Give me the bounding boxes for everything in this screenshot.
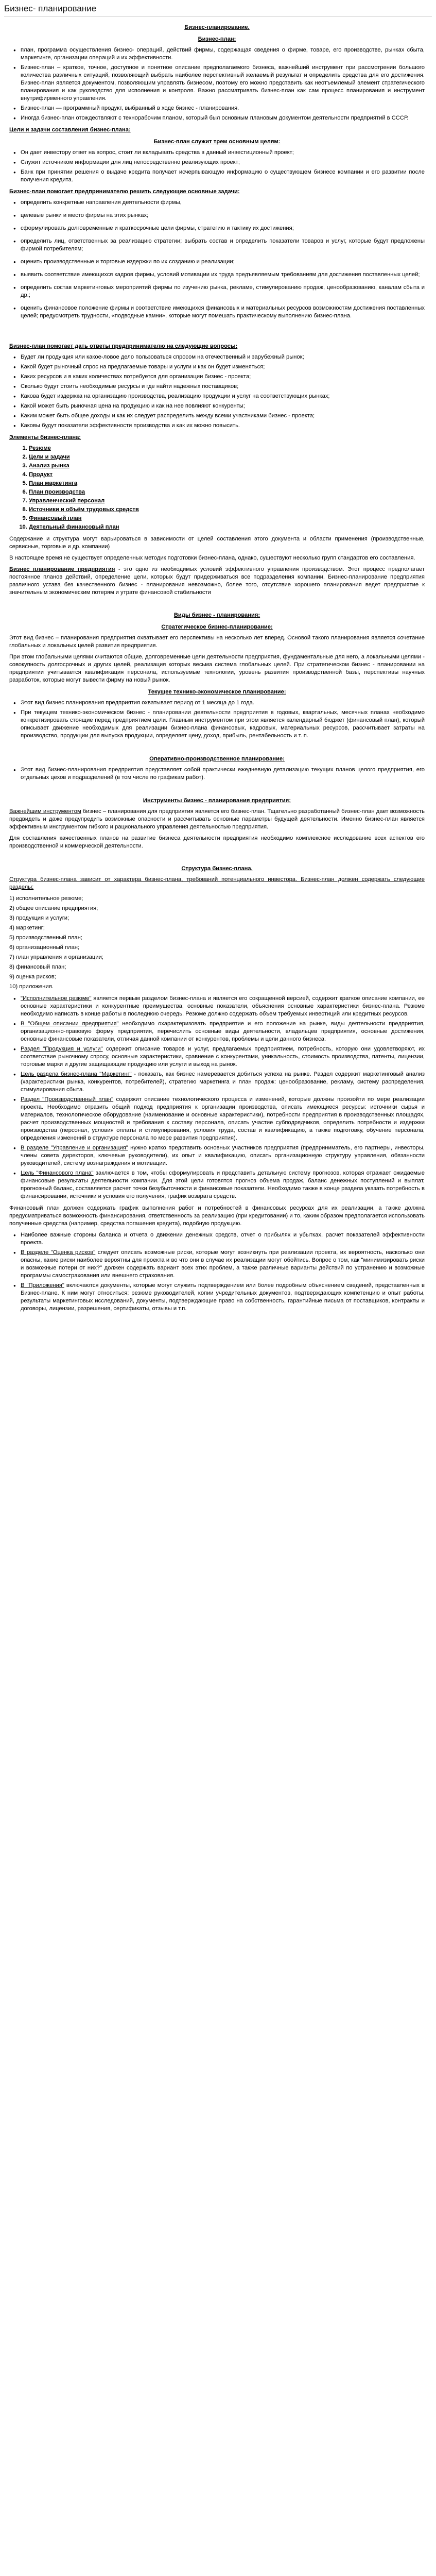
heading-business-plan: Бизнес-план: — [198, 36, 236, 42]
list-item — [21, 1231, 425, 1247]
operative-list — [9, 766, 425, 782]
section-term: Цель раздела бизнес-плана "Маркетинг" — [21, 1071, 132, 1077]
list-item — [21, 1144, 425, 1167]
list-item: ● Этот вид бизнес-планирования предприятия представляет собой практически ежедневную детализацию текущих планов целого предприятия, его отдельных цехов и подразделений (в том числе по графикам работ). — [21, 766, 425, 782]
heading-answers: Бизнес-план помогает дать ответы предпринимателю на следующие вопросы: — [9, 343, 238, 349]
list-item — [21, 1096, 425, 1142]
heading-goals-sub: Бизнес-план служит трем основным целям: — [153, 139, 281, 145]
element-link-production[interactable]: 6. План производства — [29, 488, 425, 496]
list-item: ● оценить производственные и торговые издержки по их созданию и реализации; — [21, 258, 425, 266]
paragraph-bp — [9, 566, 425, 597]
list-item: ● выявить соответствие имеющихся кадров фирмы, условий мотивации их труда предъявляемым требованиям для достижения поставленных целей; — [21, 271, 425, 279]
elements-list — [9, 445, 425, 531]
list-item: 9) оценка рисков; — [9, 974, 56, 980]
list-item: 7) план управления и организации; — [9, 954, 103, 960]
list-item: ● оценить финансовое положение фирмы и соответствие имеющихся финансовых и материальных ресурсов возможностям достижения поставленных целей; предусмотреть трудности, «подводные камни», которые могут помешать практическому выполнению бизнес-плана. — [21, 304, 425, 320]
list-item: ● Какова будет издержка на организацию производства, реализацию продукции и услуг на соответствующих рынках; — [21, 393, 425, 400]
section-text: нужно кратко представить основных участников предприятия (предприниматель, его партнеры, инвесторы, члены совета директоров, ключевые руководители), их опыт и квалификацию, описать организационную структуру управления, обязанности руководителей, систему вознаграждения и мотивации. — [21, 1145, 425, 1166]
list-item: ● Каких ресурсов и в каких количествах потребуется для организации бизнес - проекта; — [21, 373, 425, 381]
list-item: ● Каким может быть общее доходы и как их следует распределить между всеми участниками бизнес - проекта; — [21, 412, 425, 420]
element-link-detailed-financial[interactable]: 10. Деятельный финансовый план — [29, 523, 425, 531]
spacer — [9, 744, 425, 751]
list-item: ● Каковы будут показатели эффективности производства и как их можно повысить. — [21, 422, 425, 430]
element-link-sources[interactable]: 8. Источники и объём трудовых средств — [29, 506, 425, 514]
list-item: ● план, программа осуществления бизнес- операций, действий фирмы, содержащая сведения о фирме, товаре, его производстве, рынках сбыта, маркетинге, организации операций и их эффективности. — [21, 46, 425, 62]
section-text: необходимо охарактеризовать предприятие и его положение на рынке, виды деятельности предприятия, организационно-правовую форму предприятия, перечислить основные виды деятельности, владельцев предприятия, основные достижения, основные финансовые показатели, отличая данной компании от конкурентов, проблемы и цели данного бизнеса. — [21, 1021, 425, 1042]
heading-helps: Бизнес-план помогает предпринимателю решить следующие основные задачи: — [9, 189, 240, 195]
goals-list — [9, 149, 425, 184]
section-term: Раздел "Продукция и услуги" — [21, 1046, 103, 1052]
list-item — [21, 1249, 425, 1280]
list-item: ● Этот вид бизнес планирования предприятия охватывает период от 1 месяца до 1 года. — [21, 699, 425, 707]
spacer — [9, 786, 425, 793]
heading-tools: Инструменты бизнес - планирования предприятия: — [143, 798, 291, 804]
heading-types: Виды бизнес - планирования: — [173, 612, 260, 618]
list-item — [21, 995, 425, 1018]
paragraph-structure — [9, 876, 425, 891]
list-item: 4) маркетинг; — [9, 925, 45, 931]
heading-goals: Цели и задачи составления бизнес-плана: — [9, 127, 131, 133]
paragraph-structure-text: Структура бизнес-плана зависит от характера бизнес-плана, требований потенциального инвестора. Бизнес-план должен содержать следующие разделы: — [9, 876, 425, 890]
technical-list — [9, 699, 425, 740]
paragraph-strategic-2: При этом глобальными целями считаются общие, долговременные цели деятельности предприятия, фундаментальные для него, а локальными целями - совокупность долгосрочных и других целей, реализация которых весьма система глобальных целей. При стратегическом бизнес - планировании на предприятии учитывается квалификация персонала, используемые технологии, уровень развития производственной базы, перспективы научных разработок, которые могут вывести фирму на новый рынок. — [9, 654, 425, 683]
list-item: ● Банк при принятии решения о выдаче кредита получает исчерпывающую информацию о существующем бизнесе компании и его развитии после получения кредита. — [21, 168, 425, 184]
list-item: ● Бизнес-план – краткое, точное, доступное и понятное описание предполагаемого бизнеса, важнейший инструмент при рассмотрении большого количества различных ситуаций, позволяющий выбрать наиболее перспективный желаемый результат и определить средства для его достижения. Бизнес-план является документом, позволяющим управлять бизнесом, поэтому его можно представить как неотъемлемый элемент стратегического планирования и как руководство для исполнения и контроля. Важно рассматривать бизнес-план как сам процесс планирования и инструмент внутрифирменного управления. — [21, 64, 425, 103]
list-item: 1) исполнительное резюме; — [9, 895, 83, 902]
list-item: ● Служит источником информации для лиц непосредственно реализующих проект; — [21, 159, 425, 166]
section-term: Цель "Финансового плана" — [21, 1170, 94, 1176]
paragraph-tools-2: Для составления качественных планов на развитие бизнеса деятельности предприятия необходимо комплексное исследование всех аспектов его производственной и коммерческой деятельности. — [9, 835, 425, 849]
sections-list-2 — [9, 1231, 425, 1313]
answers-list — [9, 353, 425, 430]
structure-list — [9, 895, 425, 991]
list-item: 10) приложения. — [9, 984, 54, 990]
section-term: В разделе "Управление и организация" — [21, 1145, 128, 1151]
heading-elements: Элементы бизнес-плана: — [9, 434, 81, 440]
section-text: является первым разделом бизнес-плана и является его сокращенной версией, содержит краткое описание компании, ее основные характеристики и конкурентные преимущества, основные показатели, объяснения основные характеристики бизнес-плана. Резюме необходимо написать в конце работы в последнюю очередь. Резюме должно содержать объем требуемых инвестиций или кредитных ресурсов. — [21, 995, 425, 1017]
paragraph-content: Содержание и структура могут варьироваться в зависимости от целей составления этого документа и области применения (производственные, сервисные, торговые и др. компании) — [9, 536, 425, 550]
section-text: заключается в том, чтобы сформулировать и представить детальную систему прогнозов, которая отражает ожидаемые финансовые результаты деятельности компании. Для этой цели готовятся прогноз объема продаж, баланс денежных поступлений и выплат, прогнозный баланс, составляется расчет точки безубыточности и финансовые показатели. Необходимо также в конце раздела указать потребность в финансировании, источники и условия его получения, график возврата средств. — [21, 1170, 425, 1199]
section-term: "Исполнительное резюме" — [21, 995, 92, 1002]
section-text: следует описать возможные риски, которые могут возникнуть при реализации проекта, их вероятность, насколько они опасны, какие риски наиболее вероятны для проекта и во что они в случае их реализации могут обойтись. Вопрос о том, как "минимизировать риски и возможные потери от них?" должен содержать вариант всех этих проблем, а также различные варианты действий по устранению и возможные программы самострахования или внешнего страхования. — [21, 1249, 425, 1279]
list-item: ● Какой может быть рыночная цена на продукцию и как на нее повлияют конкуренты; — [21, 402, 425, 410]
article-body — [4, 16, 432, 2576]
element-link-market[interactable]: 3. Анализ рынка — [29, 462, 425, 470]
section-text: содержит описание товаров и услуг, предлагаемых предприятием, потребность, которую они удовлетворяют, их соответствие рыночному спросу, основные характеристики, сравнение с конкурентами, уникальность, стоимость производства, патенты, лицензии, торговые марки и другие защищающие продукцию или услуги и выход на рынок. — [21, 1046, 425, 1067]
helps-list — [9, 199, 425, 320]
spacer — [9, 325, 425, 338]
element-link-marketing[interactable]: 5. План маркетинга — [29, 480, 425, 487]
paragraph-tools — [9, 808, 425, 831]
spacer — [9, 600, 425, 607]
section-text: - показать, как бизнес намеревается добиться успеха на рынке. Раздел содержит маркетинговый анализ (характеристики рынка, конкурентов, потребителей), стратегию маркетинга и план продаж: ценообразование, рекламу, систему распределения, стимулирования сбыта. — [21, 1071, 425, 1093]
section-term: В "Приложения" — [21, 1282, 64, 1289]
element-link-product[interactable]: 4. Продукт — [29, 471, 425, 479]
list-item: ● Будет ли продукция или какое-ловое дело пользоваться спросом на отечественный и зарубежный рынок; — [21, 353, 425, 361]
list-item: 3) продукция и услуги; — [9, 915, 69, 921]
list-item — [21, 1071, 425, 1094]
element-link-financial[interactable]: 9. Финансовый план — [29, 515, 425, 522]
list-item: ● определить лиц, ответственных за реализацию стратегии; выбрать состав и определить показатели товаров и услуг, которые будут предложены фирмой потребителям; — [21, 238, 425, 253]
list-item — [21, 1282, 425, 1313]
section-term: Раздел "Производственный план" — [21, 1096, 114, 1103]
list-item: 2) общее описание предприятия; — [9, 905, 98, 911]
heading-business-planning: Бизнес-планирование. — [184, 24, 250, 30]
list-item: 5) производственный план; — [9, 935, 82, 941]
list-item — [21, 1020, 425, 1043]
list-item: ● Какой будет рыночный спрос на предлагаемые товары и услуги и как он будет изменяться; — [21, 363, 425, 371]
intro-list — [9, 46, 425, 122]
paragraph-bp-text: - это одно из необходимых условий эффективного управления производством. Этот процесс предполагает постоянное планов действий, определение цели, которых будут придерживаться все подразделения компании. Бизнес-планирование предприятия различного устава без качественного бизнес - планирования невозможно, более того, отсутствие хорошего планирования ведет предприятие к значительным экономическим потерям и утрате финансовой стабильности — [9, 566, 425, 596]
element-link-summary[interactable]: 1. Резюме — [29, 445, 425, 452]
section-text: Наиболее важные стороны баланса и отчета о движении денежных средств, отчет о прибылях и убытках, расчет показателей эффективности проекта. — [21, 1232, 425, 1246]
section-text: содержит описание технологического процесса и изменений, которые должны произойти по мере реализации проекта. Необходимо отразить общий подход предприятия к организации производства, описать имеющиеся ресурсы: источники сырья и материалов, технологическое оборудование (наименование и основные характеристики), потребности предприятия в производственных площадях, расчет производственных мощностей и требования к составу персонала, описать участие субподрядчиков, определить потребности и издержки производства (персонал, условия оплаты и стимулирования, условия труда, состав и квалификацию, а также подготовку, обучение персонала, определения изменений в структуре персонала по мере развития предприятия). — [21, 1096, 425, 1141]
element-link-management[interactable]: 7. Управленческий персонал — [29, 497, 425, 505]
list-item: 8) финансовый план; — [9, 964, 66, 970]
element-link-goals[interactable]: 2. Цели и задачи — [29, 453, 425, 461]
list-item: ● Он дает инвестору ответ на вопрос, стоит ли вкладывать средства в данный инвестиционный проект; — [21, 149, 425, 157]
sections-list — [9, 995, 425, 1200]
heading-structure: Структура бизнес-плана. — [181, 866, 253, 872]
list-item: ● определить конкретные направления деятельности фирмы, — [21, 199, 425, 207]
list-item: ● Сколько будут стоить необходимые ресурсы и где найти надежных поставщиков; — [21, 383, 425, 391]
paragraph-methods: В настоящее время не существует определенных методик подготовки бизнес-плана, однако, существуют несколько групп стандартов его составления. — [9, 555, 415, 561]
term-tools: Важнейшим инструментом — [9, 808, 81, 815]
heading-operative: Оперативно-производственное планирование: — [149, 756, 285, 762]
paragraph-tools-text: бизнес – планирования для предприятия является его бизнес-план. Тщательно разработанный бизнес-план дает возможность предвидеть и даже предупредить возможные опасности и рассчитывать основные параметры будущей деятельности. Именно бизнес-план является эффективным инструментом гибкого и рационального управления деятельностью предприятия. — [9, 808, 425, 830]
list-item: ● определить состав маркетинговых мероприятий фирмы по изучению рынка, рекламе, стимулированию продаж, ценообразованию, каналам сбыта и др.; — [21, 284, 425, 299]
paragraph-financial-plan: Финансовый план должен содержать график выполнения работ и потребностей в финансовых ресурсах для их реализации, а также должна предусматриваться возможность финансирования, ответственность за реализацию (при кредитовании) и то, каким образом предполагается использовать полученные средства (например, средства погашения кредита), подобную продукцию. — [9, 1205, 425, 1227]
spacer — [9, 854, 425, 861]
list-item: ● Иногда бизнес-план отождествляют с технорабочим планом, который был основным плановым документом деятельности предприятий в СССР. — [21, 114, 425, 122]
list-item — [21, 1045, 425, 1069]
list-item: ● сформулировать долговременные и краткосрочные цели фирмы, стратегию и тактику их достижения; — [21, 225, 425, 232]
list-item: ● Бизнес-план — программный продукт, выбранный в ходе бизнес - планирования. — [21, 105, 425, 112]
list-item: ● целевые рынки и место фирмы на этих рынках; — [21, 212, 425, 219]
section-term: В "Общем описании предприятия" — [21, 1021, 119, 1027]
list-item: ● При текущем технико-экономическом бизнес - планировании деятельности предприятия в годовых, квартальных, месячных планах необходимо конкретизировать стоящие перед предприятием цели. Главным инструментом при этом является календарный бюджет (финансовый план), который описывает движение необходимых для реализации бизнес-плана финансовых, кадровых, материальных ресурсов, рассчитывает затраты на производство, продукции для выпуска продукции, определяет цену, доход, прибыль, рентабельность и т. п. — [21, 709, 425, 740]
section-term: В разделе "Оценка рисков" — [21, 1249, 96, 1256]
list-item: 6) организационный план; — [9, 944, 80, 951]
section-text: включаются документы, которые могут служить подтверждением или более подробным объяснением сведений, представленных в Бизнес-плане. К ним могут относиться: резюме руководителей, копии учредительных документов, подтверждающих компетенцию и опыт работы, результаты маркетинговых исследований, документы, подтверждающие право на собственность, гарантийные письма от поставщиков, контракты и договоры, лицензии, разрешения, сертификаты, отзывы и т.п. — [21, 1282, 425, 1312]
term-bp: Бизнес планирование предприятия — [9, 566, 115, 572]
paragraph-strategic-1: Этот вид бизнес – планирования предприятия охватывает его перспективы на несколько лет вперед. Основой такого планирования является сочетание глобальных и локальных целей развития предприятия. — [9, 635, 425, 649]
heading-strategic: Стратегическое бизнес-планирование: — [161, 624, 273, 630]
list-item — [21, 1170, 425, 1200]
heading-technical: Текущее технико-экономическое планирование: — [148, 689, 286, 695]
page-title: Бизнес- планирование — [4, 0, 432, 16]
